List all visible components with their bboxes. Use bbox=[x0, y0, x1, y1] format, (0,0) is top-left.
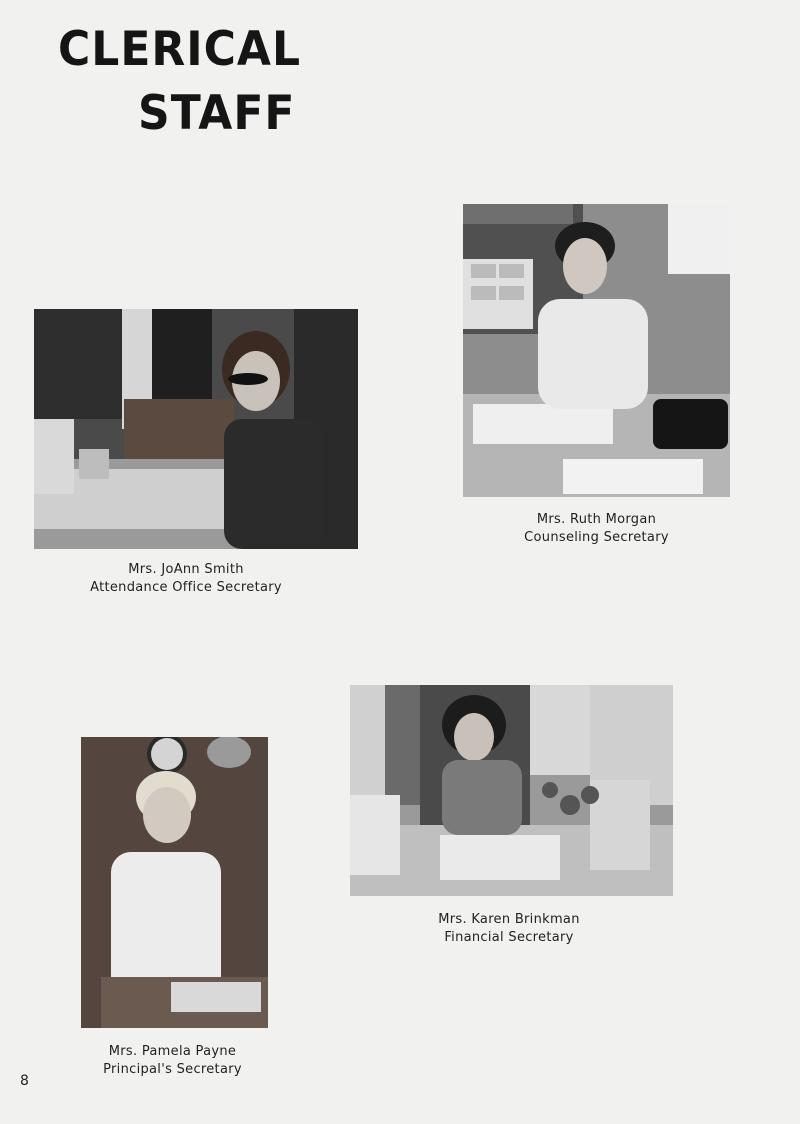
staff-photo-brinkman bbox=[350, 685, 673, 896]
staff-photo-smith bbox=[34, 309, 358, 549]
page-number: 8 bbox=[20, 1073, 29, 1089]
staff-role: Attendance Office Secretary bbox=[90, 580, 282, 595]
staff-role: Financial Secretary bbox=[444, 930, 574, 945]
staff-role: Principal's Secretary bbox=[103, 1062, 242, 1077]
staff-role: Counseling Secretary bbox=[524, 530, 669, 545]
staff-caption-smith bbox=[34, 561, 338, 597]
page-title-line-2: STAFF bbox=[138, 85, 296, 141]
staff-caption-payne bbox=[81, 1043, 264, 1079]
staff-photo-morgan bbox=[463, 204, 730, 497]
staff-name: Mrs. Ruth Morgan bbox=[536, 512, 657, 527]
staff-name: Mrs. Karen Brinkman bbox=[438, 912, 580, 927]
staff-caption-morgan bbox=[463, 511, 730, 547]
staff-name: Mrs. JoAnn Smith bbox=[128, 562, 244, 577]
staff-caption-brinkman bbox=[405, 911, 613, 947]
page-title-line-1: CLERICAL bbox=[58, 21, 302, 78]
staff-name: Mrs. Pamela Payne bbox=[108, 1044, 237, 1059]
staff-photo-payne bbox=[81, 737, 268, 1028]
